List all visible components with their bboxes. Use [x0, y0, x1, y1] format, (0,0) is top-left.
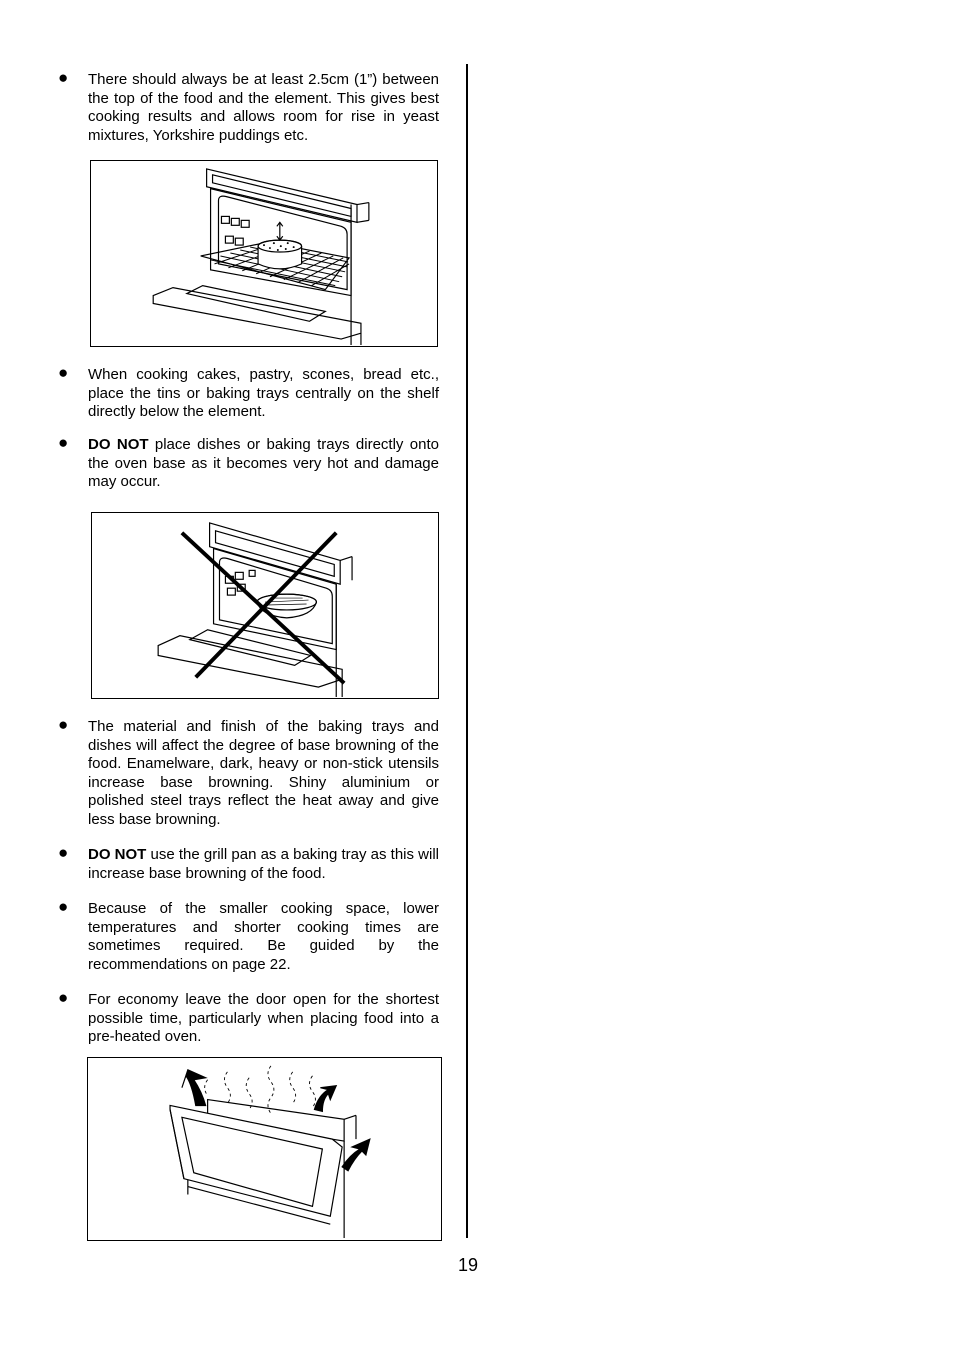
oven-base-dish-prohibited-icon	[92, 513, 438, 698]
figure-oven-shelf-clearance	[90, 160, 438, 347]
bullet-text: For economy leave the door open for the shortest possible time, particularly when placing food into a pre-heated oven.	[88, 991, 439, 1045]
bullet-text: When cooking cakes, pastry, scones, bread etc., place the tins or baking trays centrally on the shelf directly below the element.	[88, 366, 439, 420]
bullet-dot: ●	[58, 897, 69, 916]
bullet-text	[88, 436, 439, 492]
bullet-dot: ●	[58, 363, 69, 382]
column-divider	[466, 64, 468, 1238]
figure-oven-door-heat	[87, 1057, 442, 1241]
bullet-text: The material and finish of the baking trays and dishes will affect the degree of base browning of the food. Enamelware, dark, heavy or non-stick utensils increase base browning. Shiny aluminium or polished steel trays reflect the heat away and give less base browning.	[88, 718, 439, 828]
bullet-dot: ●	[58, 68, 69, 87]
figure-oven-base-prohibited	[91, 512, 439, 699]
oven-door-heat-escape-icon	[88, 1058, 441, 1240]
bullet-text: Because of the smaller cooking space, lower temperatures and shorter cooking times are sometimes required. Be guided by the recommendations on page 22.	[88, 900, 439, 973]
warning-bold: DO NOT	[88, 846, 147, 863]
warning-bold: DO NOT	[88, 436, 149, 453]
bullet-dot: ●	[58, 988, 69, 1007]
bullet-text	[88, 846, 439, 883]
page-number: 19	[458, 1255, 479, 1275]
bullet-dot: ●	[58, 715, 69, 734]
warning-text: place dishes or baking trays directly onto the oven base as it becomes very hot and damage may occur.	[88, 436, 439, 490]
bullet-text: There should always be at least 2.5cm (1”) between the top of the food and the element. This gives best cooking results and allows room for rise in yeast mixtures, Yorkshire puddings etc.	[88, 71, 439, 144]
bullet-dot: ●	[58, 843, 69, 862]
oven-shelf-clearance-icon	[91, 161, 437, 346]
bullet-dot: ●	[58, 433, 69, 452]
warning-text: use the grill pan as a baking tray as this will increase base browning of the food.	[88, 846, 439, 882]
